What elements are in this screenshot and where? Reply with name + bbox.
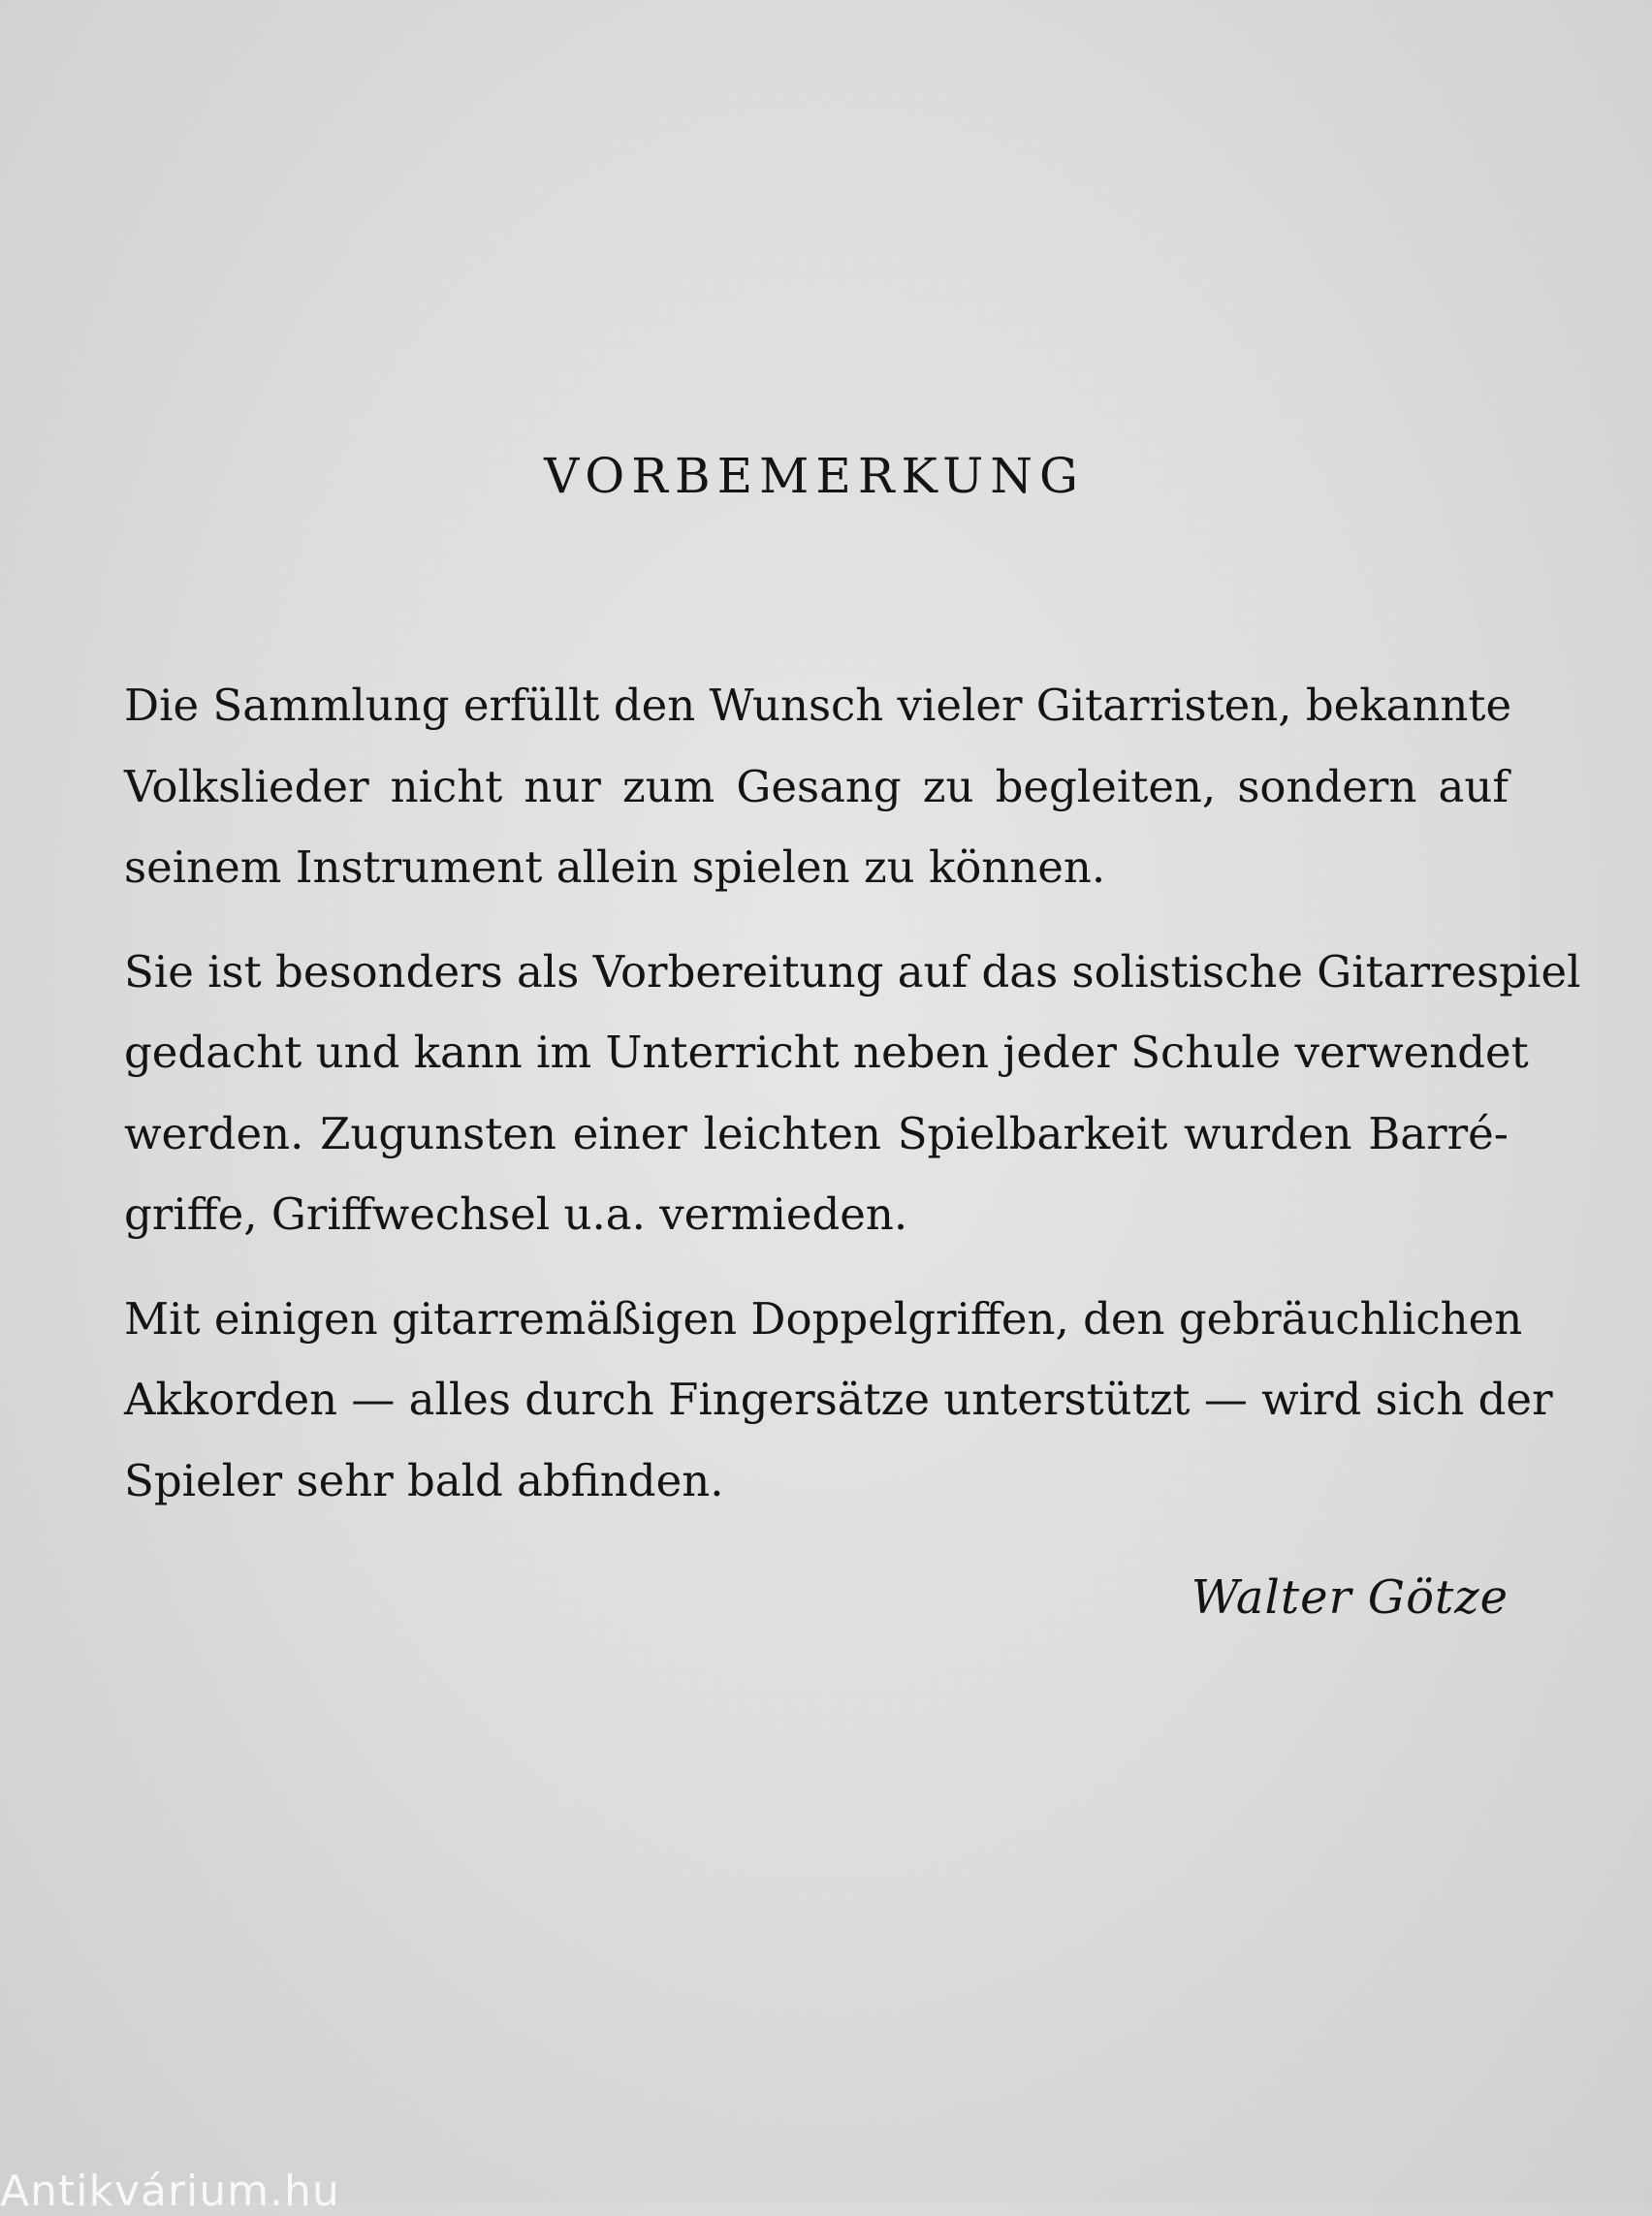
body-text <box>124 665 1581 1544</box>
paragraph-3 <box>124 1279 1553 1522</box>
author-signature: Walter Götze <box>1191 1570 1509 1625</box>
text-line: werden. Zugunsten einer leichten Spielbarkeit wurden Barré- <box>124 1107 1509 1159</box>
text-line: Sie ist besonders als Vorbereitung auf das solistische Gitarrespiel <box>124 945 1581 997</box>
paragraph-2 <box>124 932 1581 1255</box>
text-line: Spieler sehr bald abfinden. <box>124 1454 724 1506</box>
text-line: Akkorden — alles durch Fingersätze unterstützt — wird sich der <box>124 1374 1553 1425</box>
page-heading: VORBEMERKUNG <box>544 448 1085 504</box>
paragraph-1 <box>124 665 1512 908</box>
text-line: griffe, Griffwechsel u.a. vermieden. <box>124 1188 908 1240</box>
text-line: Mit einigen gitarremäßigen Doppelgriffen, den gebräuchlichen <box>124 1292 1523 1345</box>
text-line: seinem Instrument allein spielen zu können. <box>124 841 1106 893</box>
text-line: gedacht und kann im Unterricht neben jeder Schule verwendet <box>124 1027 1529 1078</box>
text-line: Die Sammlung erfüllt den Wunsch vieler Gitarristen, bekannte <box>124 680 1512 731</box>
text-line: Volkslieder nicht nur zum Gesang zu begleiten, sondern auf <box>124 760 1509 812</box>
watermark: Antikvárium.hu <box>0 2167 340 2216</box>
